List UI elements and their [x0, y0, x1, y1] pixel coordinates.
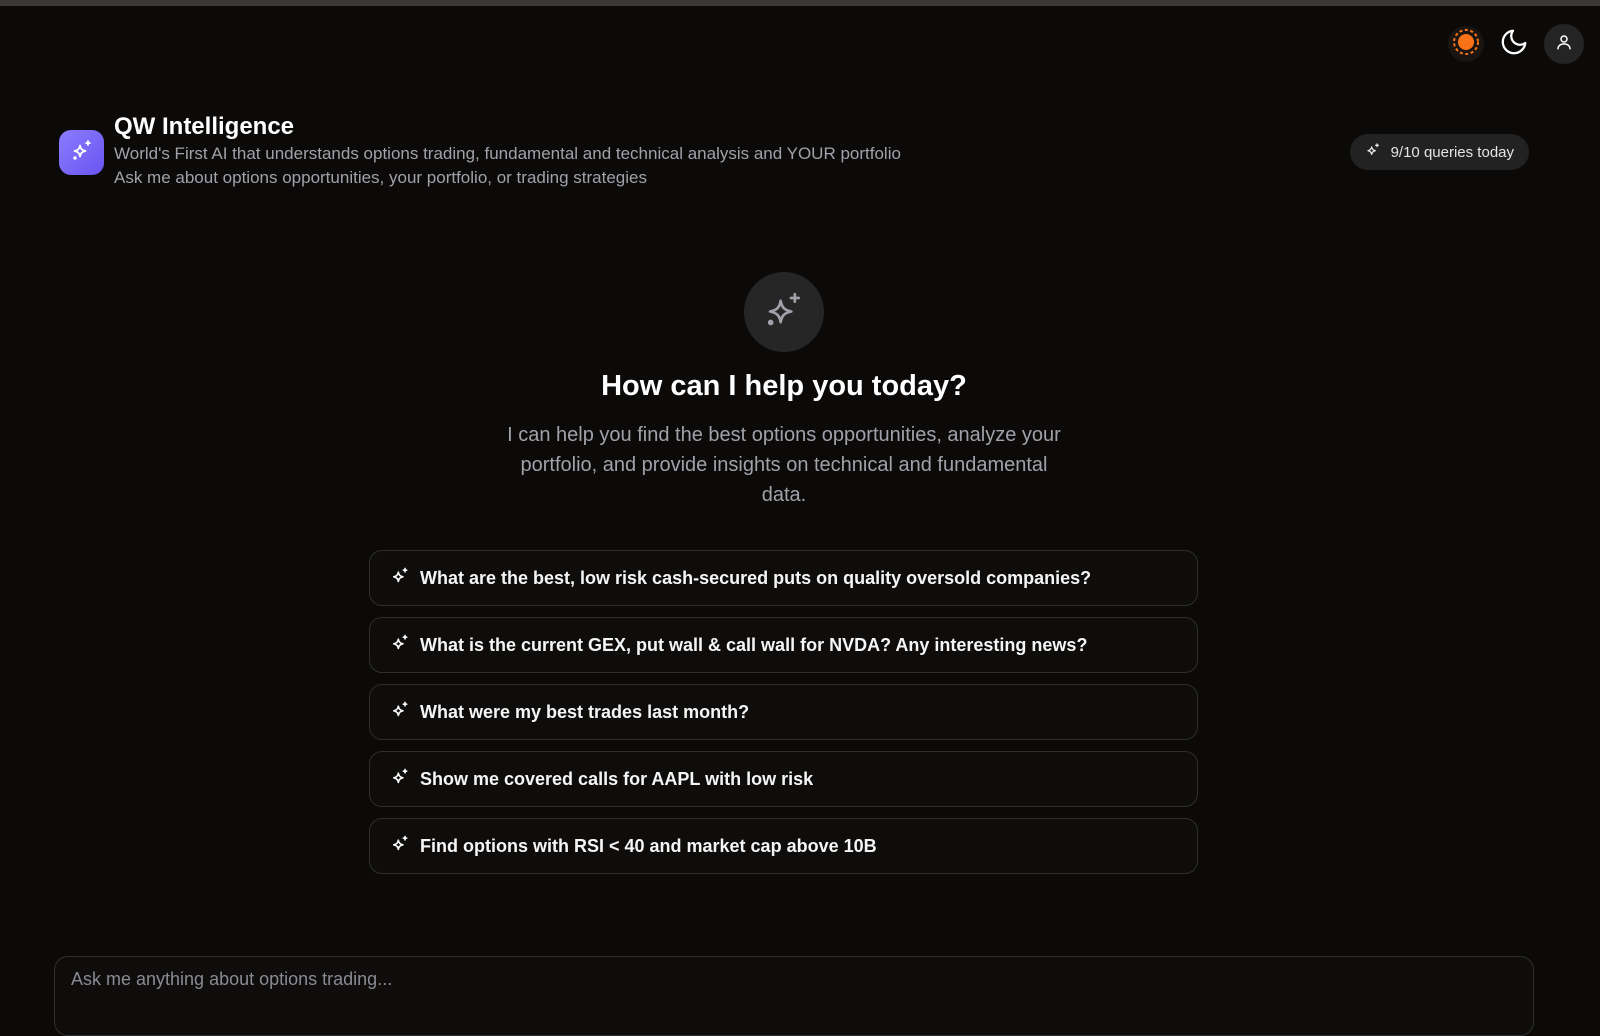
- suggestion-button[interactable]: [369, 751, 1198, 807]
- sparkles-icon: [390, 566, 410, 591]
- sparkles-icon: [1365, 142, 1381, 162]
- suggestion-button[interactable]: [369, 684, 1198, 740]
- suggestion-label: What were my best trades last month?: [420, 701, 750, 722]
- page-title: QW Intelligence: [114, 113, 295, 140]
- header-text: [114, 112, 901, 190]
- light-theme-button[interactable]: [1448, 26, 1484, 62]
- query-quota-badge: [1350, 134, 1529, 170]
- suggestion-list: [369, 550, 1198, 874]
- sparkles-icon: [390, 633, 410, 658]
- user-icon: [1555, 33, 1573, 56]
- sparkles-icon: [764, 290, 804, 335]
- chat-input[interactable]: [55, 957, 1533, 1001]
- sparkles-icon: [390, 700, 410, 725]
- suggestion-button[interactable]: [369, 550, 1198, 606]
- sun-icon: [1451, 27, 1481, 62]
- suggestion-button[interactable]: [369, 818, 1198, 874]
- top-controls: [1448, 24, 1584, 64]
- page-hint: Ask me about options opportunities, your portfolio, or trading strategies: [114, 168, 647, 187]
- sparkles-icon: [390, 834, 410, 859]
- suggestion-label: Show me covered calls for AAPL with low risk: [420, 768, 814, 789]
- suggestion-button[interactable]: [369, 617, 1198, 673]
- window-top-border: [0, 0, 1600, 6]
- page-tagline: World's First AI that understands options trading, fundamental and technical analysis and YOUR portfolio: [114, 144, 901, 163]
- moon-icon: [1499, 27, 1529, 62]
- page-header: [59, 112, 901, 190]
- quota-label: 9/10 queries today: [1390, 143, 1514, 161]
- chat-composer: [54, 956, 1534, 1036]
- sparkles-icon: [390, 767, 410, 792]
- suggestion-label: Find options with RSI < 40 and market cap above 10B: [420, 835, 877, 856]
- account-button[interactable]: [1544, 24, 1584, 64]
- app-logo: [59, 130, 104, 175]
- sparkles-icon: [70, 138, 94, 167]
- hero-title: How can I help you today?: [601, 370, 967, 402]
- dark-theme-button[interactable]: [1496, 26, 1532, 62]
- suggestion-label: What are the best, low risk cash-secured puts on quality oversold companies?: [420, 567, 1092, 588]
- suggestion-label: What is the current GEX, put wall & call wall for NVDA? Any interesting news?: [420, 634, 1088, 655]
- hero-icon-circle: [744, 272, 824, 352]
- hero-description: I can help you find the best options opportunities, analyze your portfolio, and provide insights on technical and fundamental data.: [507, 424, 1061, 506]
